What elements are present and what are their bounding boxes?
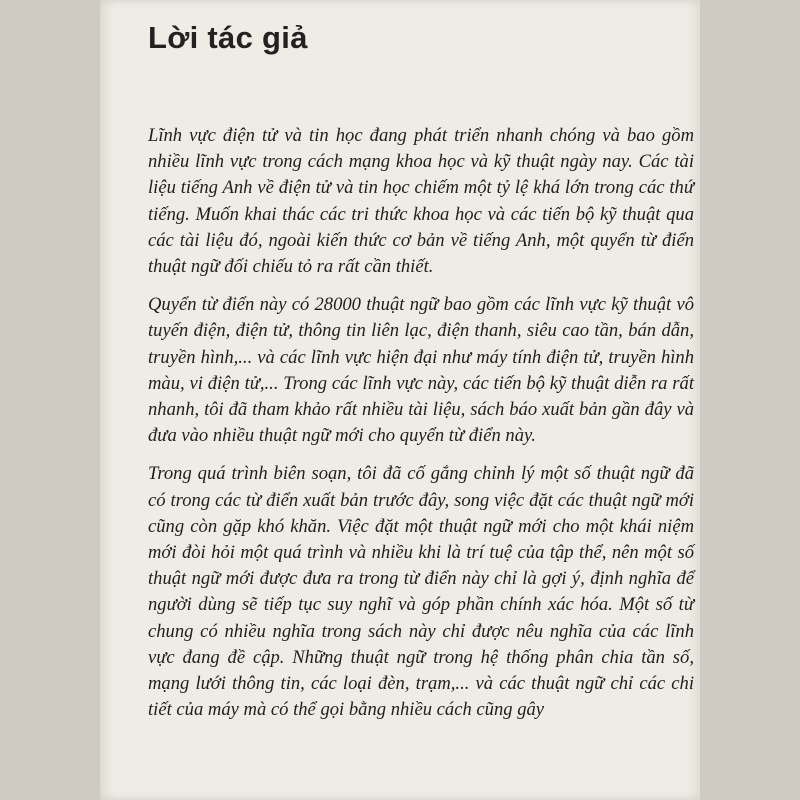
- paragraph-2: Quyển từ điển này có 28000 thuật ngữ bao gồm các lĩnh vực kỹ thuật vô tuyến điện, điện tử, thông tin liên lạc, điện thanh, siêu cao tần, bán dẫn, truyền hình,... và các lĩnh vực hiện đại như máy tính điện tử, truyền hình màu, vi điện tử,... Trong các lĩnh vực này, các tiến bộ kỹ thuật diễn ra rất nhanh, tôi đã tham khảo rất nhiều tài liệu, sách báo xuất bản gần đây và đưa vào nhiều thuật ngữ mới cho quyển từ điển này.: [148, 294, 694, 447]
- paragraph-1: Lĩnh vực điện tử và tin học đang phát triển nhanh chóng và bao gồm nhiều lĩnh vực trong cách mạng khoa học và kỹ thuật ngày nay. Các tài liệu tiếng Anh về điện tử và tin học chiếm một tỷ lệ khá lớn trong các thứ tiếng. Muốn khai thác các tri thức khoa học và các tiến bộ kỹ thuật qua các tài liệu đó, ngoài kiến thức cơ bản về tiếng Anh, một quyển từ điển thuật ngữ đối chiếu tỏ ra rất cần thiết.: [148, 125, 694, 278]
- paragraph-3: Trong quá trình biên soạn, tôi đã cố gắng chỉnh lý một số thuật ngữ đã có trong các từ điển xuất bản trước đây, song việc đặt các thuật ngữ mới cũng còn gặp khó khăn. Việc đặt một thuật ngữ mới cho một khái niệm mới đòi hỏi một quá trình và nhiều khi là trí tuệ của tập thể, nên một số thuật ngữ mới được đưa ra trong từ điển này chỉ là gợi ý, định nghĩa để người dùng sẽ tiếp tục suy nghĩ và góp phần chính xác hóa. Một số từ chung có nhiều nghĩa trong sách này chỉ được nêu nghĩa của các lĩnh vực đang đề cập. Những thuật ngữ trong hệ thống phân chia tần số, mạng lưới thông tin, các loại đèn, trạm,... và các thuật ngữ chỉ các chi tiết của máy mà có thể gọi bằng nhiều cách cũng gây: [148, 463, 694, 721]
- page-title: Lời tác giả: [148, 20, 308, 55]
- body-text: [148, 123, 694, 723]
- scan-right-margin: [700, 0, 800, 800]
- scan-left-margin: [0, 0, 100, 800]
